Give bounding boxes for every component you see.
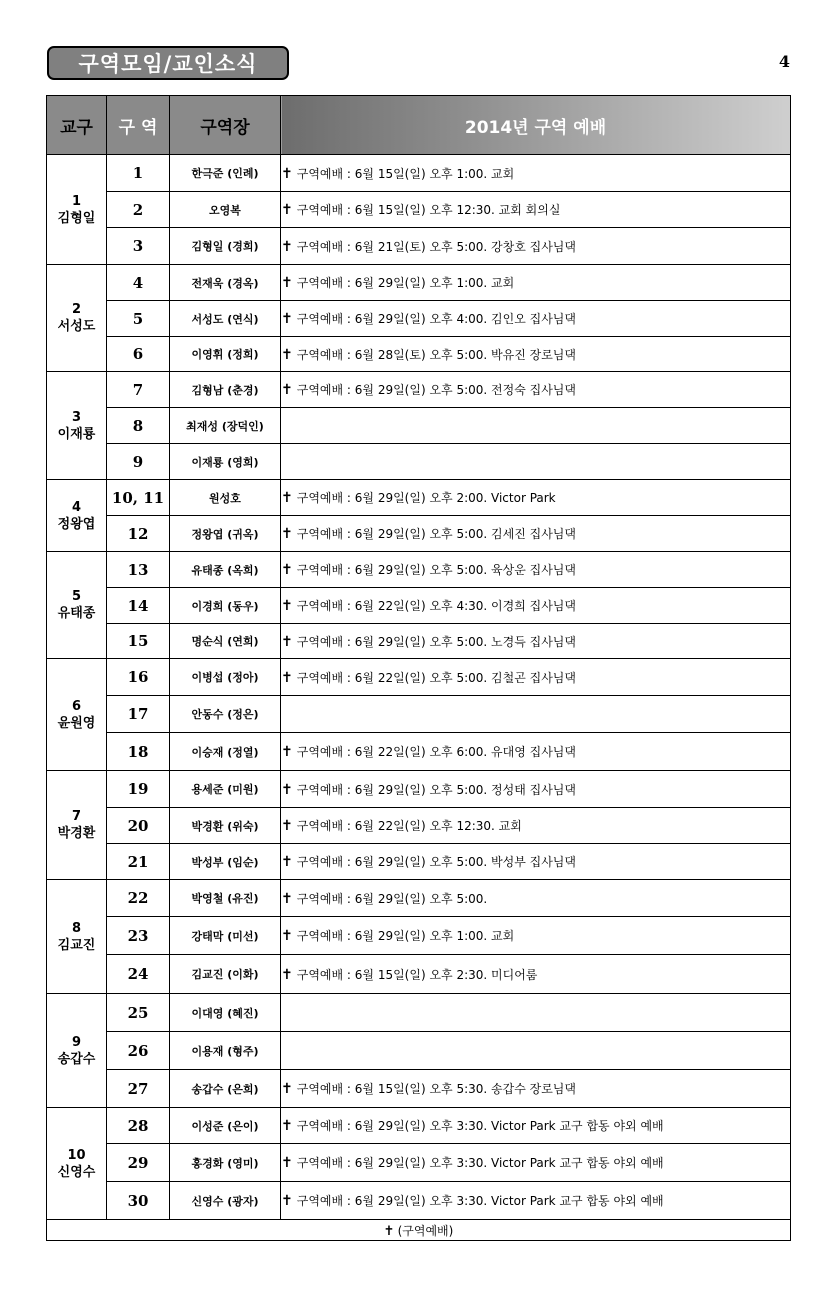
- district-number: 12: [107, 516, 170, 552]
- service-text: 구역예배 : 6월 29일(일) 오후 5:00. 육상운 집사님댁: [296, 563, 576, 577]
- parish-cell: [47, 659, 107, 771]
- service-text: 구역예배 : 6월 28일(토) 오후 5:00. 박유진 장로님댁: [296, 347, 576, 362]
- parish-leader: 정왕엽: [57, 516, 96, 532]
- table-row: [47, 301, 791, 337]
- cross-icon: ✝: [281, 633, 293, 650]
- service-info: [281, 659, 791, 696]
- page-number: 4: [778, 52, 790, 71]
- district-leader: 이경희 (동우): [170, 588, 281, 624]
- service-text: 구역예배 : 6월 29일(일) 오후 2:00. Victor Park: [296, 491, 556, 505]
- district-number: 2: [107, 192, 170, 228]
- parish-number: 1: [71, 193, 82, 209]
- district-number: 7: [107, 372, 170, 408]
- district-service-table: [46, 95, 791, 1241]
- table-row: [47, 192, 791, 228]
- service-info: [281, 696, 791, 733]
- section-title-badge: [47, 46, 289, 80]
- service-info: [281, 444, 791, 480]
- district-leader: 김형일 (경희): [170, 228, 281, 265]
- district-leader: 이승재 (정열): [170, 733, 281, 771]
- parish-cell: [47, 155, 107, 265]
- service-text: 구역예배 : 6월 22일(일) 오후 12:30. 교회: [296, 819, 522, 833]
- district-leader: 안동수 (정은): [170, 696, 281, 733]
- district-number: 4: [107, 265, 170, 301]
- parish-number: 9: [71, 1034, 82, 1050]
- district-leader: 이재룡 (영희): [170, 444, 281, 480]
- service-info: [281, 155, 791, 192]
- district-leader: 용세준 (미원): [170, 771, 281, 808]
- parish-cell: [47, 1108, 107, 1220]
- table-row: [47, 588, 791, 624]
- parish-number: 5: [71, 589, 82, 604]
- district-leader: 김교진 (이화): [170, 955, 281, 994]
- table-body: [47, 155, 791, 1220]
- cross-icon: ✝: [281, 890, 293, 907]
- table-row: [47, 372, 791, 408]
- table-row: [47, 880, 791, 917]
- district-number: 20: [107, 808, 170, 844]
- cross-icon: ✝: [281, 202, 293, 218]
- district-leader: 박성부 (임순): [170, 844, 281, 880]
- table-row: [47, 480, 791, 516]
- district-leader: 홍경화 (영미): [170, 1144, 281, 1182]
- service-text: 구역예배 : 6월 21일(토) 오후 5:00. 강창호 집사님댁: [296, 239, 576, 254]
- parish-cell: [47, 771, 107, 880]
- service-info: [281, 516, 791, 552]
- table-row: [47, 1182, 791, 1220]
- district-number: 25: [107, 994, 170, 1032]
- header-district-leader: 구역장: [170, 96, 281, 155]
- service-info: [281, 301, 791, 337]
- service-info: [281, 1182, 791, 1220]
- service-text: 구역예배 : 6월 29일(일) 오후 5:00.: [296, 891, 488, 906]
- service-info: [281, 408, 791, 444]
- district-number: 5: [107, 301, 170, 337]
- parish-number: 6: [71, 698, 82, 714]
- cross-icon: ✝: [281, 526, 293, 542]
- district-number: 24: [107, 955, 170, 994]
- district-leader: 한극준 (인례): [170, 155, 281, 192]
- service-text: 구역예배 : 6월 15일(일) 오후 5:30. 송갑수 장로님댁: [296, 1082, 576, 1096]
- cross-icon: ✝: [281, 669, 293, 686]
- district-number: 18: [107, 733, 170, 771]
- parish-leader: 신영수: [57, 1164, 96, 1180]
- cross-icon: ✝: [281, 275, 293, 291]
- district-leader: 이용재 (형주): [170, 1032, 281, 1070]
- parish-leader: 서성도: [57, 319, 96, 334]
- parish-cell: [47, 552, 107, 659]
- service-info: [281, 228, 791, 265]
- district-leader: 박영철 (유진): [170, 880, 281, 917]
- service-info: [281, 880, 791, 917]
- service-info: [281, 1070, 791, 1108]
- district-leader: 이영휘 (정희): [170, 337, 281, 372]
- cross-icon: ✝: [281, 382, 293, 398]
- service-info: [281, 552, 791, 588]
- district-leader: 원성호: [170, 480, 281, 516]
- table-row: [47, 516, 791, 552]
- district-number: 30: [107, 1182, 170, 1220]
- header-service-2014: 2014년 구역 예배: [281, 96, 791, 155]
- cross-icon: ✝: [383, 1223, 395, 1239]
- service-text: 구역예배 : 6월 15일(일) 오후 1:00. 교회: [296, 166, 515, 181]
- district-leader: 박경환 (위숙): [170, 808, 281, 844]
- table-row: [47, 771, 791, 808]
- service-text: 구역예배 : 6월 22일(일) 오후 5:00. 김철곤 집사님댁: [296, 670, 576, 685]
- district-number: 26: [107, 1032, 170, 1070]
- cross-icon: ✝: [281, 966, 293, 983]
- cross-icon: ✝: [281, 562, 293, 578]
- district-leader: 명순식 (연희): [170, 624, 281, 659]
- district-number: 1: [107, 155, 170, 192]
- service-text: 구역예배 : 6월 29일(일) 오후 3:30. Victor Park 교구 합동 야외 예배: [296, 1119, 664, 1133]
- table-row: [47, 955, 791, 994]
- table-row: [47, 994, 791, 1032]
- table-row: [47, 844, 791, 880]
- table-row: [47, 552, 791, 588]
- header-district: 구 역: [107, 96, 170, 155]
- table-row: [47, 659, 791, 696]
- cross-icon: ✝: [281, 781, 293, 798]
- district-number: 3: [107, 228, 170, 265]
- district-number: 10, 11: [107, 480, 170, 516]
- district-number: 22: [107, 880, 170, 917]
- cross-icon: ✝: [281, 1193, 293, 1209]
- district-number: 27: [107, 1070, 170, 1108]
- cross-icon: ✝: [281, 165, 293, 182]
- cross-icon: ✝: [281, 598, 293, 614]
- district-leader: 정왕엽 (귀옥): [170, 516, 281, 552]
- parish-leader: 박경환: [57, 826, 96, 841]
- service-info: [281, 480, 791, 516]
- service-info: [281, 1144, 791, 1182]
- cross-icon: ✝: [281, 818, 293, 834]
- parish-leader: 김교진: [57, 937, 96, 953]
- parish-cell: [47, 480, 107, 552]
- service-info: [281, 337, 791, 372]
- table-row: [47, 808, 791, 844]
- service-text: 구역예배 : 6월 29일(일) 오후 5:00. 노경득 집사님댁: [296, 634, 576, 649]
- service-info: [281, 808, 791, 844]
- district-number: 6: [107, 337, 170, 372]
- service-info: [281, 955, 791, 994]
- table-row: [47, 1032, 791, 1070]
- district-leader: 서성도 (연식): [170, 301, 281, 337]
- table-row: [47, 733, 791, 771]
- table-row: [47, 1108, 791, 1144]
- district-number: 16: [107, 659, 170, 696]
- service-text: 구역예배 : 6월 29일(일) 오후 5:00. 전정숙 집사님댁: [296, 383, 576, 397]
- parish-leader: 김형일: [57, 210, 96, 226]
- cross-icon: ✝: [281, 928, 293, 944]
- service-text: 구역예배 : 6월 29일(일) 오후 1:00. 교회: [296, 929, 515, 943]
- service-text: 구역예배 : 6월 15일(일) 오후 12:30. 교회 회의실: [296, 203, 561, 217]
- district-number: 9: [107, 444, 170, 480]
- table-row: [47, 1144, 791, 1182]
- district-leader: 강태막 (미선): [170, 917, 281, 955]
- table-row: [47, 444, 791, 480]
- service-text: 구역예배 : 6월 22일(일) 오후 6:00. 유대영 집사님댁: [296, 745, 576, 759]
- table-row: [47, 228, 791, 265]
- service-info: [281, 1032, 791, 1070]
- district-number: 28: [107, 1108, 170, 1144]
- district-leader: 김형남 (춘경): [170, 372, 281, 408]
- service-text: 구역예배 : 6월 15일(일) 오후 2:30. 미디어룸: [296, 967, 538, 982]
- service-info: [281, 844, 791, 880]
- district-number: 8: [107, 408, 170, 444]
- parish-leader: 유태종: [57, 606, 96, 621]
- district-leader: 신영수 (광자): [170, 1182, 281, 1220]
- parish-cell: [47, 880, 107, 994]
- district-number: 17: [107, 696, 170, 733]
- parish-cell: [47, 265, 107, 372]
- service-info: [281, 265, 791, 301]
- table-row: [47, 1070, 791, 1108]
- district-leader: 이성준 (은이): [170, 1108, 281, 1144]
- table-row: [47, 265, 791, 301]
- table-header-row: [47, 96, 791, 155]
- district-number: 29: [107, 1144, 170, 1182]
- cross-icon: ✝: [281, 346, 293, 363]
- district-leader: 전재욱 (경옥): [170, 265, 281, 301]
- table-row: [47, 696, 791, 733]
- cross-icon: ✝: [281, 238, 293, 255]
- service-info: [281, 624, 791, 659]
- footer-legend: [47, 1220, 791, 1241]
- header-parish: 교구: [47, 96, 107, 155]
- service-text: 구역예배 : 6월 29일(일) 오후 1:00. 교회: [296, 276, 515, 290]
- cross-icon: ✝: [281, 311, 293, 327]
- parish-cell: [47, 372, 107, 480]
- cross-icon: ✝: [281, 1155, 293, 1171]
- service-info: [281, 1108, 791, 1144]
- parish-number: 3: [71, 409, 82, 425]
- service-text: 구역예배 : 6월 29일(일) 오후 4:00. 김인오 집사님댁: [296, 312, 576, 326]
- parish-number: 2: [71, 302, 82, 317]
- service-text: 구역예배 : 6월 29일(일) 오후 5:00. 박성부 집사님댁: [296, 855, 576, 869]
- table-row: [47, 155, 791, 192]
- district-number: 23: [107, 917, 170, 955]
- parish-number: 7: [71, 809, 82, 824]
- district-number: 13: [107, 552, 170, 588]
- parish-number: 8: [71, 920, 82, 936]
- service-text: 구역예배 : 6월 29일(일) 오후 3:30. Victor Park 교구 합동 야외 예배: [296, 1194, 664, 1208]
- cross-icon: ✝: [281, 490, 293, 506]
- service-text: 구역예배 : 6월 29일(일) 오후 5:00. 정성태 집사님댁: [296, 782, 576, 797]
- parish-cell: [47, 994, 107, 1108]
- table-row: [47, 624, 791, 659]
- district-leader: 송갑수 (은희): [170, 1070, 281, 1108]
- service-info: [281, 917, 791, 955]
- district-leader: 이대영 (혜진): [170, 994, 281, 1032]
- section-title: 구역모임/교인소식: [78, 51, 258, 76]
- table-row: [47, 408, 791, 444]
- service-info: [281, 994, 791, 1032]
- cross-icon: ✝: [281, 854, 293, 870]
- cross-icon: ✝: [281, 1118, 293, 1134]
- table-row: [47, 917, 791, 955]
- parish-leader: 윤원영: [57, 715, 96, 731]
- service-text: 구역예배 : 6월 22일(일) 오후 4:30. 이경희 집사님댁: [296, 599, 576, 613]
- cross-icon: ✝: [281, 1081, 293, 1097]
- parish-number: 4: [71, 499, 82, 515]
- district-number: 15: [107, 624, 170, 659]
- district-number: 14: [107, 588, 170, 624]
- service-info: [281, 733, 791, 771]
- table-footer-row: [47, 1220, 791, 1241]
- district-number: 19: [107, 771, 170, 808]
- district-leader: 최재성 (장덕인): [170, 408, 281, 444]
- service-info: [281, 771, 791, 808]
- service-text: 구역예배 : 6월 29일(일) 오후 3:30. Victor Park 교구 합동 야외 예배: [296, 1156, 664, 1170]
- district-leader: 이병섭 (정아): [170, 659, 281, 696]
- service-info: [281, 192, 791, 228]
- service-info: [281, 372, 791, 408]
- cross-icon: ✝: [281, 744, 293, 760]
- parish-number: 10: [67, 1147, 86, 1163]
- district-leader: 유태종 (옥희): [170, 552, 281, 588]
- parish-leader: 이재룡: [57, 426, 96, 442]
- district-leader: 오영복: [170, 192, 281, 228]
- service-info: [281, 588, 791, 624]
- table-row: [47, 337, 791, 372]
- parish-leader: 송갑수: [57, 1051, 96, 1067]
- district-number: 21: [107, 844, 170, 880]
- service-text: 구역예배 : 6월 29일(일) 오후 5:00. 김세진 집사님댁: [296, 527, 576, 541]
- footer-note: (구역예배): [397, 1223, 454, 1238]
